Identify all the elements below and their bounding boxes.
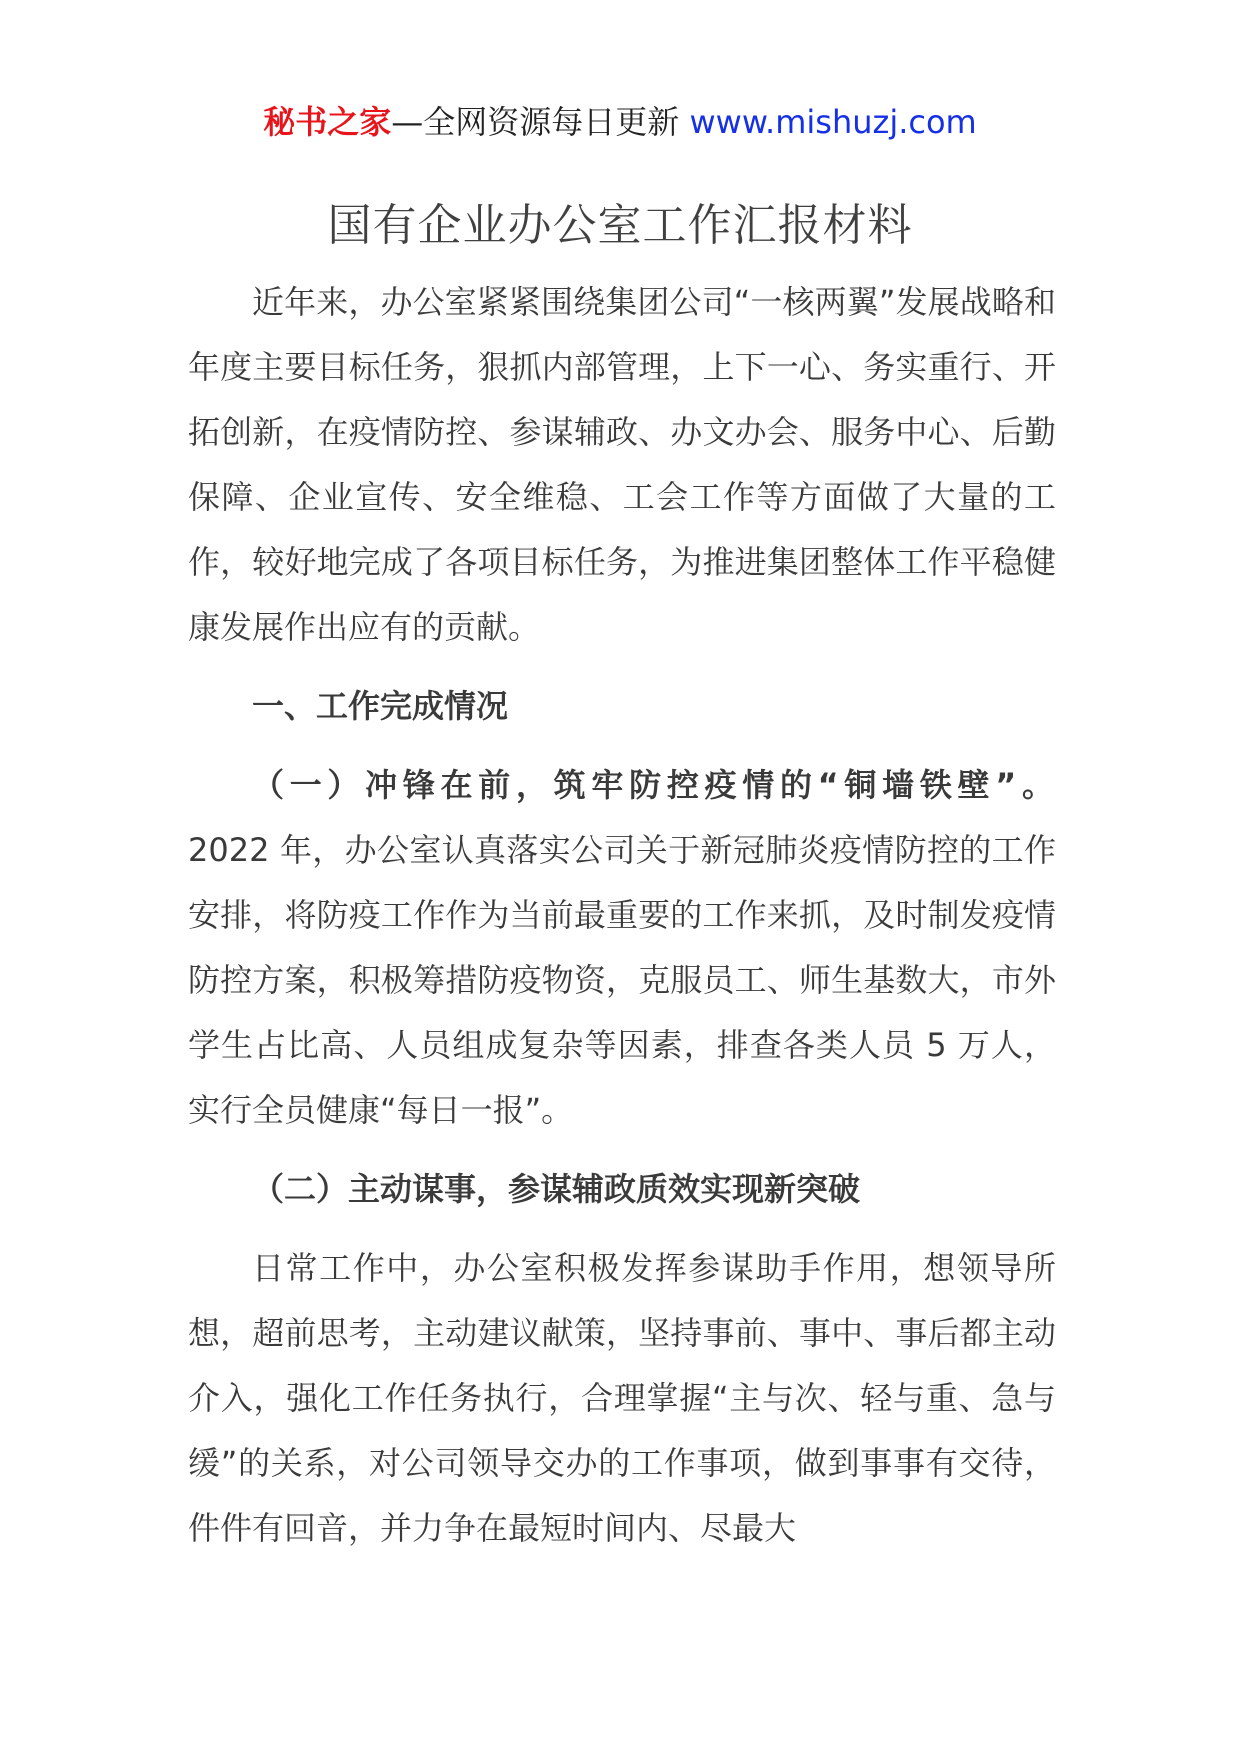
subsection-1-body: 2022 年，办公室认真落实公司关于新冠肺炎疫情防控的工作安排，将防疫工作作为当前最重要的工作来抓，及时制发疫情防控方案，积极筹措防疫物资，克服员工、师生基数大，市外学生占比高、人员组成复杂等因素，排查各类人员 5 万人，实行全员健康“每日一报”。 — [188, 831, 1056, 1129]
header-tagline: —全网资源每日更新 — [391, 103, 680, 141]
intro-paragraph: 近年来，办公室紧紧围绕集团公司“一核两翼”发展战略和年度主要目标任务，狠抓内部管理，上下一心、务实重行、开拓创新，在疫情防控、参谋辅政、办文办会、服务中心、后勤保障、企业宣传、安全维稳、工会工作等方面做了大量的工作，较好地完成了各项目标任务，为推进集团整体工作平稳健康发展作出应有的贡献。 — [188, 283, 1056, 646]
subsection-2-paragraph: 日常工作中，办公室积极发挥参谋助手作用，想领导所想，超前思考，主动建议献策，坚持事前、事中、事后都主动介入，强化工作任务执行，合理掌握“主与次、轻与重、急与缓”的关系，对公司领导交办的工作事项，做到事事有交待，件件有回音，并力争在最短时间内、尽最大 — [188, 1249, 1056, 1547]
site-url-link[interactable]: www.mishuzj.com — [689, 103, 977, 141]
subsection-1-paragraph — [188, 753, 1056, 1143]
subsection-heading-1: （一）冲锋在前，筑牢防控疫情的“铜墙铁壁”。 — [252, 766, 1056, 804]
document-body — [188, 270, 1056, 1561]
brand-name: 秘书之家 — [263, 103, 392, 141]
site-header — [0, 100, 1240, 144]
section-heading-1: 一、工作完成情况 — [252, 687, 509, 725]
document-title: 国有企业办公室工作汇报材料 — [327, 200, 913, 251]
subsection-heading-2: （二）主动谋事，参谋辅政质效实现新突破 — [252, 1170, 861, 1208]
